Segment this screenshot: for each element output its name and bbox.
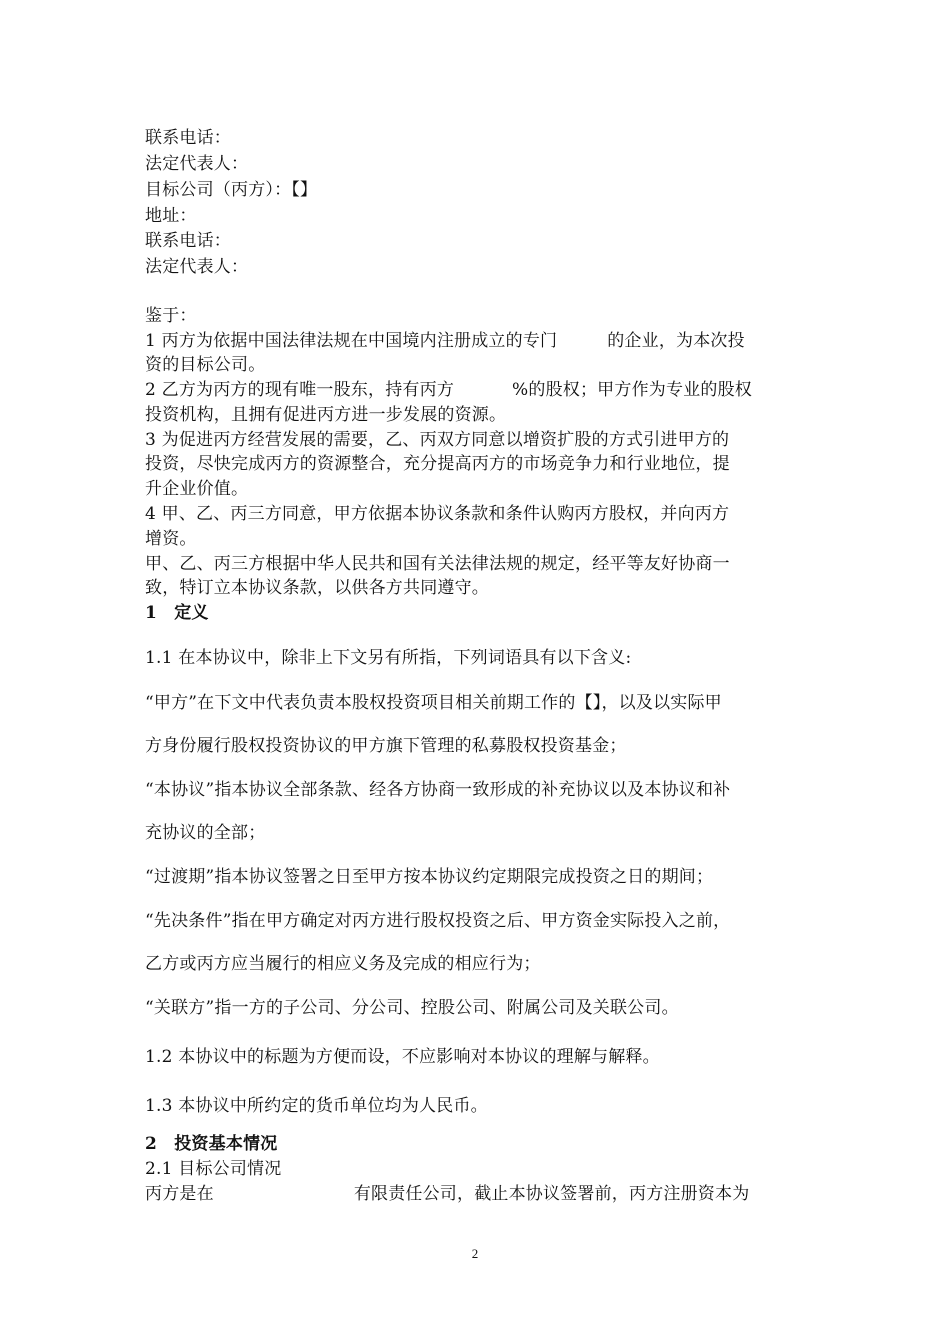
clause-2-1-pre: 丙方是在: [145, 1184, 214, 1204]
recital-2-post: %的股权；甲方作为专业的股权: [512, 380, 752, 400]
recitals-title: 鉴于：: [145, 306, 197, 326]
recital-3-line-1: 3 为促进丙方经营发展的需要，乙、丙双方同意以增资扩股的方式引进甲方的: [145, 430, 730, 450]
address-label: 地址：: [145, 206, 197, 226]
definition-precondition-line-2: 乙方或丙方应当履行的相应义务及完成的相应行为；: [145, 954, 541, 974]
definition-agreement-line-2: 充协议的全部；: [145, 823, 266, 843]
definition-transition-period: “过渡期”指本协议签署之日至甲方按本协议约定期限完成投资之日的期间；: [145, 867, 714, 887]
clause-1-3: 1.3 本协议中所约定的货币单位均为人民币。: [145, 1096, 488, 1116]
recital-2-pre: 2 乙方为丙方的现有唯一股东，持有丙方: [145, 380, 455, 400]
clause-1-2: 1.2 本协议中的标题为方便而设，不应影响对本协议的理解与解释。: [145, 1047, 660, 1067]
recital-1-pre: 1 丙方为依据中国法律法规在中国境内注册成立的专门: [145, 331, 558, 351]
contact-phone-label: 联系电话：: [145, 128, 231, 148]
clause-1-1: 1.1 在本协议中，除非上下文另有所指，下列词语具有以下含义:: [145, 648, 632, 668]
recital-3-line-3: 升企业价值。: [145, 479, 249, 499]
section-2-heading: 2 投资基本情况: [145, 1134, 278, 1154]
definition-precondition-line-1: “先决条件”指在甲方确定对丙方进行股权投资之后、甲方资金实际投入之前，: [145, 911, 731, 931]
recital-2-line-1: [145, 378, 752, 402]
definition-party-a-line-1: “甲方”在下文中代表负责本股权投资项目相关前期工作的【】，以及以实际甲: [145, 693, 722, 713]
contact-phone-label-2: 联系电话：: [145, 231, 231, 251]
section-1-heading: 1 定义: [145, 603, 209, 623]
recital-4-line-1: 4 甲、乙、丙三方同意，甲方依据本协议条款和条件认购丙方股权，并向丙方: [145, 504, 730, 524]
definition-party-a-line-2: 方身份履行股权投资协议的甲方旗下管理的私募股权投资基金；: [145, 736, 627, 756]
definition-agreement-line-1: “本协议”指本协议全部条款、经各方协商一致形成的补充协议以及本协议和补: [145, 780, 731, 800]
page-number: 2: [471, 1246, 479, 1261]
legal-rep-label-2: 法定代表人：: [145, 257, 249, 277]
legal-rep-label: 法定代表人：: [145, 154, 249, 174]
target-company-label: 目标公司（丙方）：【】: [145, 180, 318, 200]
recital-1-line-1: [145, 329, 745, 353]
definition-related-party: “关联方”指一方的子公司、分公司、控股公司、附属公司及关联公司。: [145, 998, 679, 1018]
recital-5-line-1: 甲、乙、丙三方根据中华人民共和国有关法律法规的规定，经平等友好协商一: [145, 554, 730, 574]
recital-5-line-2: 致，特订立本协议条款，以供各方共同遵守。: [145, 578, 489, 598]
recital-4-line-2: 增资。: [145, 529, 197, 549]
recital-1-post: 的企业，为本次投: [607, 331, 745, 351]
recital-1-line-2: 资的目标公司。: [145, 355, 266, 375]
clause-2-1: 2.1 目标公司情况: [145, 1159, 282, 1179]
recital-3-line-2: 投资，尽快完成丙方的资源整合，充分提高丙方的市场竞争力和行业地位，提: [145, 454, 730, 474]
recital-2-line-2: 投资机构，且拥有促进丙方进一步发展的资源。: [145, 405, 507, 425]
clause-2-1-text: [145, 1182, 749, 1206]
clause-2-1-post: 有限责任公司，截止本协议签署前，丙方注册资本为: [353, 1184, 750, 1204]
